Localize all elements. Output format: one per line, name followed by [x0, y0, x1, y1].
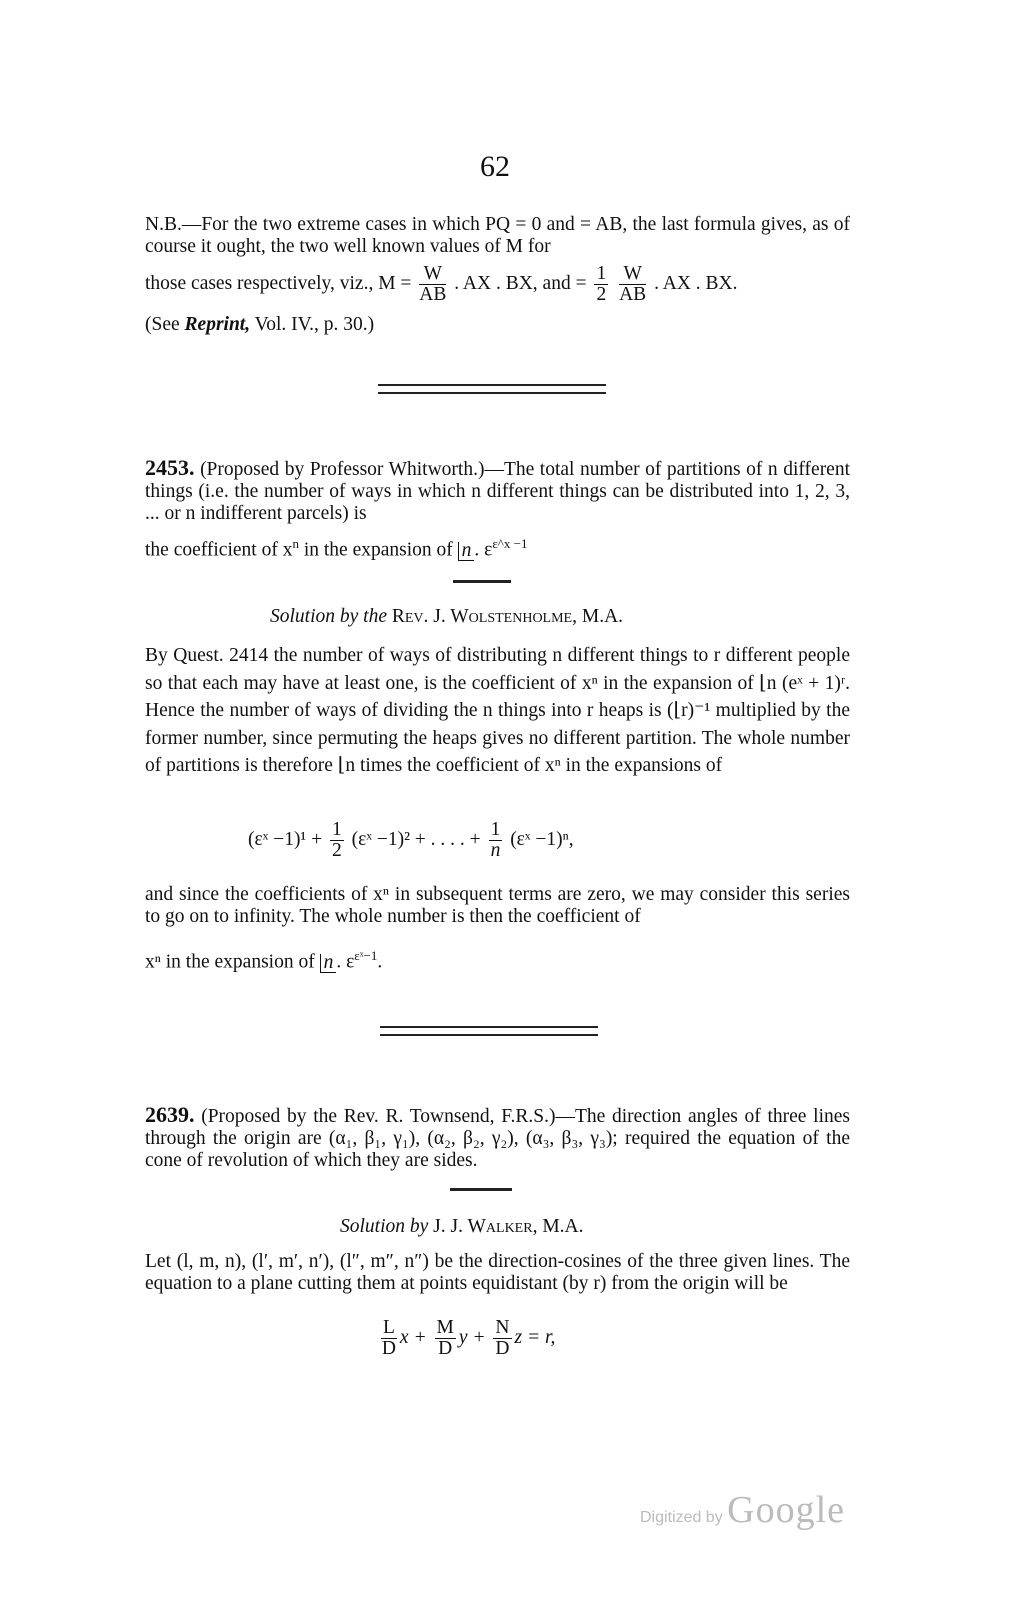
question-2453 — [145, 457, 850, 525]
question-text: (Proposed by Professor Whitworth.)—The total number of partitions of n different things (i.e. the number of ways in which n different things can be distributed into 1, 2, 3, ... or n indifferent parcels) is — [145, 459, 851, 524]
page-number: 62 — [480, 150, 510, 183]
fraction-l-over-d: $\frac{L}{D}$ — [381, 1317, 396, 1359]
nb-text-b: . AX . BX, and = — [454, 272, 587, 294]
solution-paragraph-1: By Quest. 2414 the number of ways of distributing n different things to r different people so that each may have at least one, is the coefficient of xⁿ in the expansion of ⌊n (eˣ + 1)ʳ. Hence the number of ways of dividing the n things into r heaps is (⌊r)⁻¹ multiplied by the former number, since permuting the heaps gives no different partition. The whole number of partitions is therefore ⌊n times the coefficient of xⁿ in the expansions of — [145, 645, 850, 776]
solution-paragraph-2: and since the coefficients of xⁿ in subsequent terms are zero, we may consider this series to go on to infinity. The whole number is then the coefficient of — [145, 884, 850, 927]
fraction-m-over-d: $\frac{M}{D}$ — [436, 1317, 454, 1359]
fraction-n-over-d: $\frac{N}{D}$ — [495, 1317, 510, 1359]
nb-text-c: . AX . BX. — [654, 272, 738, 294]
factorial-n: n — [320, 954, 337, 973]
solution-paragraph: Let (l, m, n), (l′, m′, n′), (l″, m″, n″) be the direction-cosines of the three given lines. The equation to a plane cutting them at points equidistant (by r) from the origin will be — [145, 1251, 850, 1294]
google-watermark — [640, 1488, 845, 1532]
short-divider — [453, 580, 511, 583]
series-equation: (εˣ −1)¹ + $\frac{1}{2}$ (εˣ −1)² + . . . . + $\frac{1}{n}$ (εˣ −1)ⁿ, — [248, 819, 574, 861]
question-2453-last-line: the coefficient of $x^n$ in the expansion of n . $\varepsilon^{\varepsilon\^{}x -1}$ — [145, 536, 528, 561]
google-logo: Google — [727, 1489, 846, 1531]
section-divider — [378, 384, 606, 394]
fraction-1-over-2-factorial: $\frac{1}{2}$ — [332, 819, 342, 861]
fraction-1-over-n-factorial: $\frac{1}{n}$ — [490, 819, 501, 861]
solution-last-line: xⁿ in the expansion of n . $\varepsilon^{\varepsilon ˣ-1}$. — [145, 948, 383, 973]
fraction-w-ab-2: $\frac{W}{AB}$ — [619, 263, 647, 305]
question-text: (Proposed by the Rev. R. Townsend, F.R.S.)—The direction angles of three lines through the origin are (α₁, β₁, γ₁), (α₂, β₂, γ₂), (α₃, β₃, γ₃); required the equation of the cone of revolution of which they are sides. — [145, 1106, 851, 1171]
short-divider — [450, 1188, 512, 1191]
question-number: 2639. — [145, 1102, 195, 1127]
plane-equation: $\frac{L}{D}$ x + $\frac{M}{D}$ y + $\frac{N}{D}$ z = r, — [381, 1317, 556, 1359]
nb-reference: (See Reprint, Vol. IV., p. 30.) — [145, 314, 375, 335]
nb-text-a: those cases respectively, viz., M = — [145, 272, 412, 294]
solution-heading: Solution by the Rev. J. Wolstenholme, M.A. — [270, 606, 624, 627]
fraction-w-ab: $\frac{W}{AB}$ — [419, 263, 447, 305]
section-divider — [380, 1026, 598, 1036]
nb-paragraph: N.B.—For the two extreme cases in which PQ = 0 and = AB, the last formula gives, as of course it ought, the two well known values of M for — [145, 214, 850, 257]
factorial-n: n — [458, 542, 475, 561]
solution-heading: Solution by J. J. Walker, M.A. — [340, 1216, 584, 1237]
fraction-one-half: $\frac{1}{2}$ — [596, 263, 607, 305]
digitized-by-label: Digitized by — [640, 1509, 723, 1526]
nb-formula-line — [145, 264, 738, 305]
question-2639 — [145, 1104, 850, 1172]
reprint-title: Reprint, — [184, 314, 251, 335]
question-number: 2453. — [145, 455, 195, 480]
